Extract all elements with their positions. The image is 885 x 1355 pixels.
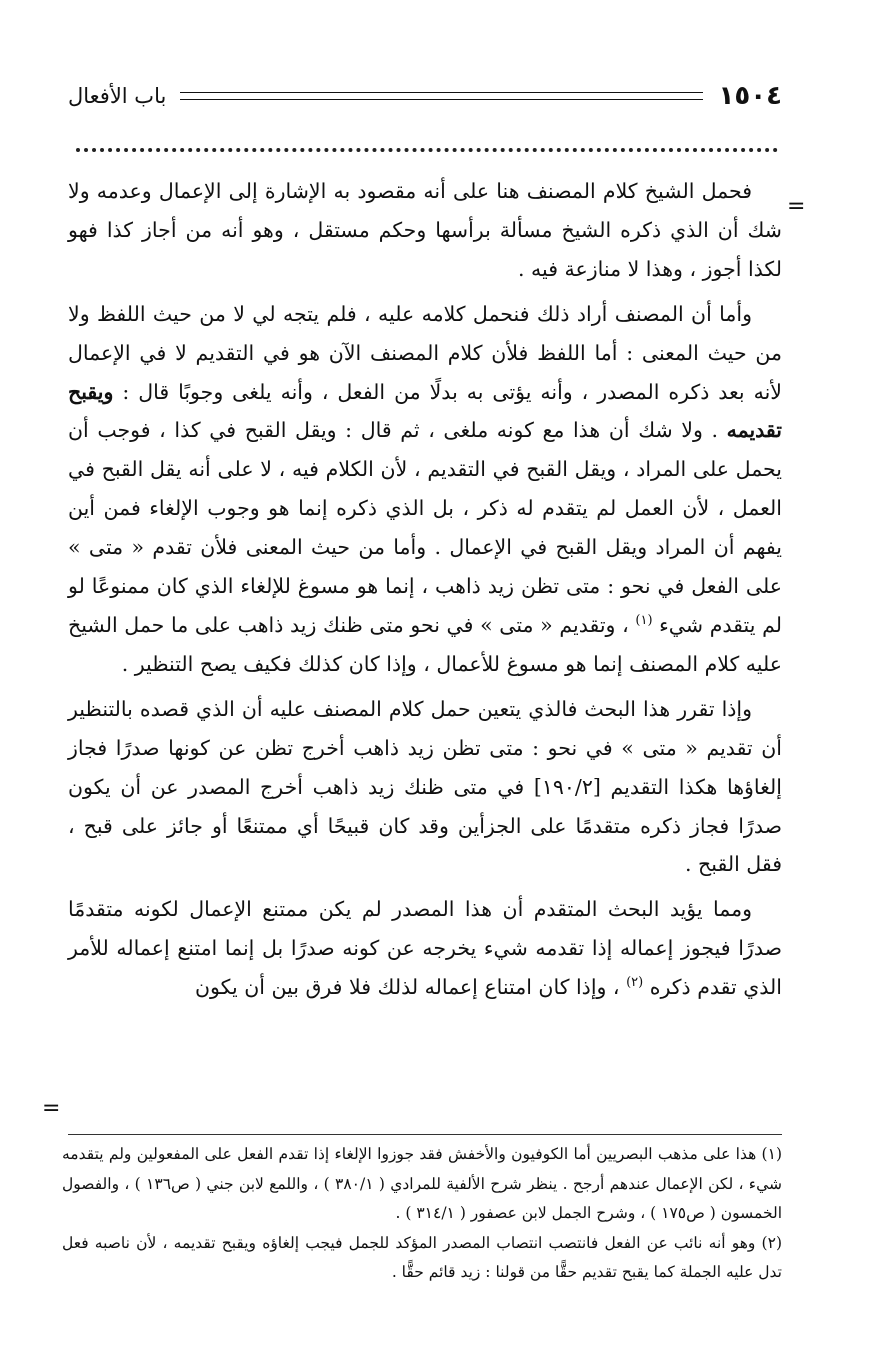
footnote-1: (١) هذا على مذهب البصريين أما الكوفيون والأخفش فقد جوزوا الإلغاء إذا تقدم الفعل على المفعولين ولم يتقدمه شيء ، لكن الإعمال عندهم أرجح . ينظر شرح الألفية للمرادي ( ٣٨٠/١ ) ، واللمع لابن جني ( ص١٣٦ ) ، والفصول الخمسون ( ص١٧٥ ) ، وشرح الجمل لابن عصفور ( ٣١٤/١ ) . [62,1145,783,1222]
page-number: ١٥٠٤ [718,81,782,111]
section-title: باب الأفعال [68,84,167,108]
paragraph-2 [68,295,782,684]
paragraph-4-part-b: ، وإذا كان امتناع إعماله لذلك فلا فرق بين أن يكون [195,975,620,1000]
paragraph-1: فحمل الشيخ كلام المصنف هنا على أنه مقصود به الإشارة إلى الإعمال وعدمه ولا شك أن الذي ذكره الشيخ مسألة برأسها وحكم مستقل ، وهو أنه من أجاز كذا فهو لكذا أجوز ، وهذا لا منازعة فيه . [68,179,782,281]
quoted-phrase: ويقبح تقديمه [68,379,782,443]
paragraph-4-part-a: ومما يؤيد البحث المتقدم أن هذا المصدر لم يكن ممتنع الإعمال لكونه متقدمًا صدرًا فيجوز إعماله إذا تقدمه شيء يخرجه عن كونه صدرًا بل إنما امتنع إعماله للأمر الذي تقدم ذكره [68,897,782,1000]
main-text [68,172,782,1013]
paragraph-3: وإذا تقرر هذا البحث فالذي يتعين حمل كلام المصنف عليه أن الذي قصده بالتنظير أن تقديم « متى » في نحو : متى تظن زيد ذاهب أخرج تظن عن كونها صدرًا فجاز إلغاؤها هكذا التقديم [١٩٠/٢] في متى ظنك زيد ذاهب أخرج المصدر عن أن يكون صدرًا فجاز ذكره متقدمًا على الجزأين وقد كان قبيحًا أي ممتنعًا أو جائز على قبح ، فقل القبح . [68,696,782,877]
running-header [68,78,782,114]
footnote-ref-1[interactable]: (١) [635,613,653,629]
footnote-2: (٢) وهو أنه نائب عن الفعل فانتصب انتصاب المصدر المؤكد للجمل فيجب إلغاؤه ويقبح تقديمه ، لأن ناصبه فعل تدل عليه الجملة كما يقبح تقديم حقًّا من قولنا : زيد قائم حقًّا . [62,1233,782,1281]
footnote-ref-2[interactable]: (٢) [626,975,644,991]
dotted-separator [76,148,778,152]
continuation-mark-bottom: = [42,1096,61,1121]
paragraph-2-part-a: وأما أن المصنف أراد ذلك فنحمل كلامه عليه ، فلم يتجه لي لا من حيث اللفظ ولا من حيث المعنى : أما اللفظ فلأن كلام المصنف الآن هو في التقديم لا في الإعمال لأنه بعد ذكره المصدر ، وأنه يؤتى به بدلًا من الفعل ، وأنه يلغى وجوبًا قال : [68,301,782,404]
paragraph-4 [68,890,782,1007]
paragraph-2-part-c: ، وتقديم « متى » في نحو متى ظنك زيد ذاهب على ما حمل الشيخ عليه كلام المصنف إنما هو مسوغ للأعمال ، وإذا كان كذلك فكيف يصح التنظير . [68,612,782,676]
footnotes [62,1140,782,1288]
footnote-rule [68,1134,782,1135]
continuation-mark-top: = [787,194,806,219]
paragraph-2-part-b: . ولا شك أن هذا مع كونه ملغى ، ثم قال : ويقل القبح في كذا ، فوجب أن يحمل على المراد ، ويقل القبح في التقديم ، لأن الكلام فيه ، لا على أنه يقل القبح في العمل ، لأن العمل لم يتقدم له ذكر ، بل الذي ذكره إنما هو وجوب الإلغاء فمن أين يفهم أن المراد ويقل القبح في الإعمال . وأما من حيث المعنى فلأن تقدم « متى » على الفعل في نحو : متى تظن زيد ذاهب ، إنما هو مسوغ للإلغاء الذي كان ممنوعًا لو لم يتقدم شيء [68,418,782,637]
header-rule [180,92,702,100]
